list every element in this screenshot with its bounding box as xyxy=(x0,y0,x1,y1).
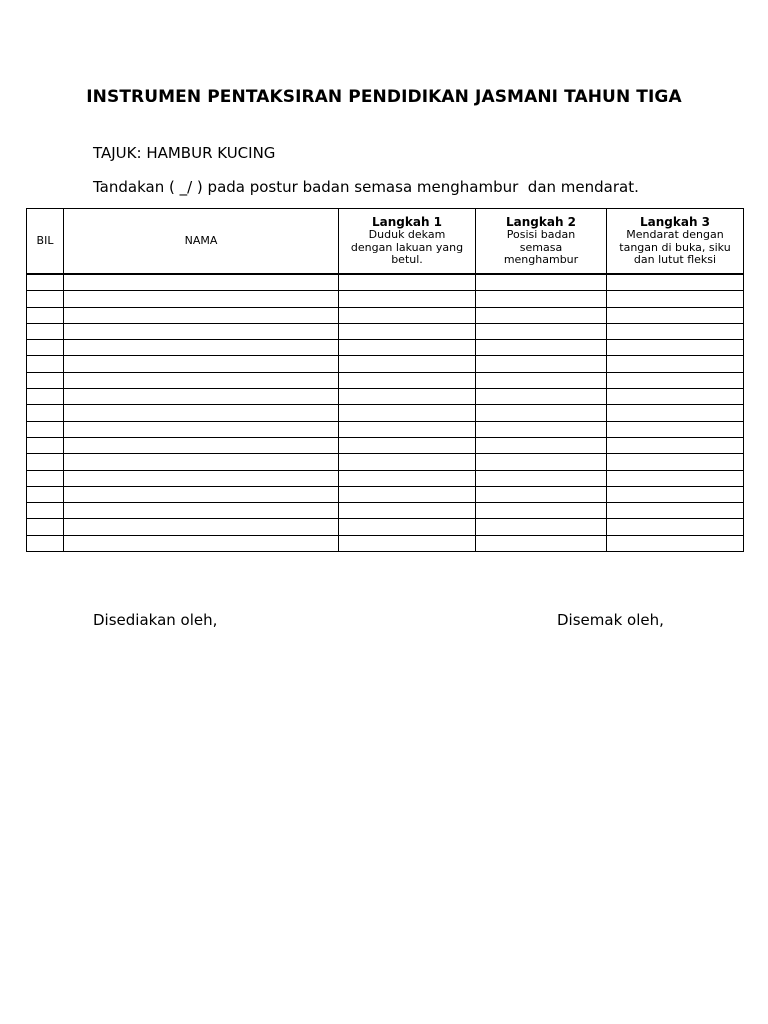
cell-bil[interactable] xyxy=(27,307,64,323)
cell-nama[interactable] xyxy=(64,535,339,551)
cell-langkah-1[interactable] xyxy=(339,437,476,453)
cell-bil[interactable] xyxy=(27,486,64,502)
cell-langkah-1[interactable] xyxy=(339,421,476,437)
cell-langkah-1[interactable] xyxy=(339,486,476,502)
cell-langkah-3[interactable] xyxy=(607,323,744,339)
cell-nama[interactable] xyxy=(64,405,339,421)
cell-langkah-3[interactable] xyxy=(607,405,744,421)
cell-bil[interactable] xyxy=(27,372,64,388)
table-row xyxy=(27,274,744,291)
instruction-line: Tandakan ( _/ ) pada postur badan semasa menghambur dan mendarat. xyxy=(93,178,639,196)
cell-langkah-3[interactable] xyxy=(607,372,744,388)
cell-langkah-2[interactable] xyxy=(476,323,607,339)
cell-langkah-3[interactable] xyxy=(607,470,744,486)
cell-langkah-2[interactable] xyxy=(476,470,607,486)
cell-langkah-1[interactable] xyxy=(339,503,476,519)
cell-langkah-2[interactable] xyxy=(476,454,607,470)
cell-langkah-3[interactable] xyxy=(607,519,744,535)
header-langkah-2 xyxy=(476,209,607,275)
cell-nama[interactable] xyxy=(64,307,339,323)
cell-langkah-3[interactable] xyxy=(607,454,744,470)
cell-bil[interactable] xyxy=(27,454,64,470)
cell-bil[interactable] xyxy=(27,519,64,535)
cell-langkah-1[interactable] xyxy=(339,323,476,339)
cell-nama[interactable] xyxy=(64,486,339,502)
cell-bil[interactable] xyxy=(27,356,64,372)
header-nama: NAMA xyxy=(64,209,339,275)
cell-langkah-2[interactable] xyxy=(476,421,607,437)
cell-nama[interactable] xyxy=(64,372,339,388)
table-row xyxy=(27,535,744,551)
cell-nama[interactable] xyxy=(64,323,339,339)
cell-langkah-1[interactable] xyxy=(339,535,476,551)
header-langkah-3 xyxy=(607,209,744,275)
table-row xyxy=(27,470,744,486)
cell-langkah-2[interactable] xyxy=(476,389,607,405)
langkah-1-desc: Duduk dekam dengan lakuan yang betul. xyxy=(350,228,464,267)
table-row xyxy=(27,323,744,339)
cell-langkah-1[interactable] xyxy=(339,405,476,421)
cell-langkah-2[interactable] xyxy=(476,291,607,307)
cell-nama[interactable] xyxy=(64,454,339,470)
cell-langkah-2[interactable] xyxy=(476,372,607,388)
header-langkah-1 xyxy=(339,209,476,275)
table-row xyxy=(27,486,744,502)
table-row xyxy=(27,372,744,388)
table-row xyxy=(27,356,744,372)
cell-langkah-2[interactable] xyxy=(476,519,607,535)
cell-langkah-3[interactable] xyxy=(607,421,744,437)
cell-nama[interactable] xyxy=(64,274,339,291)
cell-langkah-1[interactable] xyxy=(339,307,476,323)
cell-langkah-3[interactable] xyxy=(607,437,744,453)
assessment-table xyxy=(26,208,744,552)
cell-langkah-3[interactable] xyxy=(607,307,744,323)
cell-bil[interactable] xyxy=(27,389,64,405)
cell-langkah-2[interactable] xyxy=(476,274,607,291)
cell-nama[interactable] xyxy=(64,437,339,453)
cell-langkah-2[interactable] xyxy=(476,486,607,502)
cell-langkah-2[interactable] xyxy=(476,356,607,372)
cell-nama[interactable] xyxy=(64,340,339,356)
cell-bil[interactable] xyxy=(27,340,64,356)
table-row xyxy=(27,454,744,470)
langkah-3-title: Langkah 3 xyxy=(639,215,711,230)
cell-langkah-3[interactable] xyxy=(607,535,744,551)
cell-bil[interactable] xyxy=(27,274,64,291)
cell-bil[interactable] xyxy=(27,421,64,437)
cell-nama[interactable] xyxy=(64,503,339,519)
cell-langkah-2[interactable] xyxy=(476,437,607,453)
cell-langkah-1[interactable] xyxy=(339,389,476,405)
cell-nama[interactable] xyxy=(64,519,339,535)
cell-langkah-1[interactable] xyxy=(339,291,476,307)
checked-by-label: Disemak oleh, xyxy=(557,611,664,629)
cell-nama[interactable] xyxy=(64,356,339,372)
cell-langkah-1[interactable] xyxy=(339,356,476,372)
cell-bil[interactable] xyxy=(27,437,64,453)
cell-langkah-3[interactable] xyxy=(607,274,744,291)
cell-langkah-1[interactable] xyxy=(339,519,476,535)
cell-nama[interactable] xyxy=(64,291,339,307)
cell-langkah-2[interactable] xyxy=(476,535,607,551)
topic-line: TAJUK: HAMBUR KUCING xyxy=(93,144,276,162)
cell-bil[interactable] xyxy=(27,470,64,486)
cell-langkah-1[interactable] xyxy=(339,454,476,470)
cell-bil[interactable] xyxy=(27,323,64,339)
cell-nama[interactable] xyxy=(64,470,339,486)
cell-bil[interactable] xyxy=(27,503,64,519)
langkah-2-title: Langkah 2 xyxy=(505,215,577,230)
prepared-by-label: Disediakan oleh, xyxy=(93,611,218,629)
cell-langkah-2[interactable] xyxy=(476,340,607,356)
cell-langkah-1[interactable] xyxy=(339,274,476,291)
table-row xyxy=(27,307,744,323)
cell-langkah-3[interactable] xyxy=(607,486,744,502)
cell-langkah-2[interactable] xyxy=(476,307,607,323)
cell-bil[interactable] xyxy=(27,291,64,307)
table-body xyxy=(27,274,744,552)
header-bil xyxy=(27,209,64,275)
cell-langkah-2[interactable] xyxy=(476,405,607,421)
langkah-3-desc: Mendarat dengan tangan di buka, siku dan lutut fleksi xyxy=(619,228,731,267)
cell-bil[interactable] xyxy=(27,535,64,551)
cell-langkah-3[interactable] xyxy=(607,291,744,307)
cell-langkah-3[interactable] xyxy=(607,340,744,356)
table-header-row xyxy=(27,209,744,275)
table-row xyxy=(27,340,744,356)
cell-langkah-1[interactable] xyxy=(339,372,476,388)
cell-langkah-1[interactable] xyxy=(339,470,476,486)
cell-langkah-2[interactable] xyxy=(476,503,607,519)
table-row xyxy=(27,291,744,307)
table-row xyxy=(27,519,744,535)
cell-nama[interactable] xyxy=(64,389,339,405)
langkah-2-desc: Posisi badan semasa menghambur xyxy=(503,228,579,267)
cell-langkah-3[interactable] xyxy=(607,389,744,405)
table-row xyxy=(27,503,744,519)
table-row xyxy=(27,405,744,421)
header-bil-label: BIL xyxy=(36,233,54,247)
table-row xyxy=(27,421,744,437)
langkah-1-title: Langkah 1 xyxy=(371,215,443,230)
table-row xyxy=(27,437,744,453)
cell-nama[interactable] xyxy=(64,421,339,437)
cell-langkah-3[interactable] xyxy=(607,356,744,372)
cell-bil[interactable] xyxy=(27,405,64,421)
table-row xyxy=(27,389,744,405)
cell-langkah-1[interactable] xyxy=(339,340,476,356)
cell-langkah-3[interactable] xyxy=(607,503,744,519)
document-title: INSTRUMEN PENTAKSIRAN PENDIDIKAN JASMANI TAHUN TIGA xyxy=(86,87,682,107)
